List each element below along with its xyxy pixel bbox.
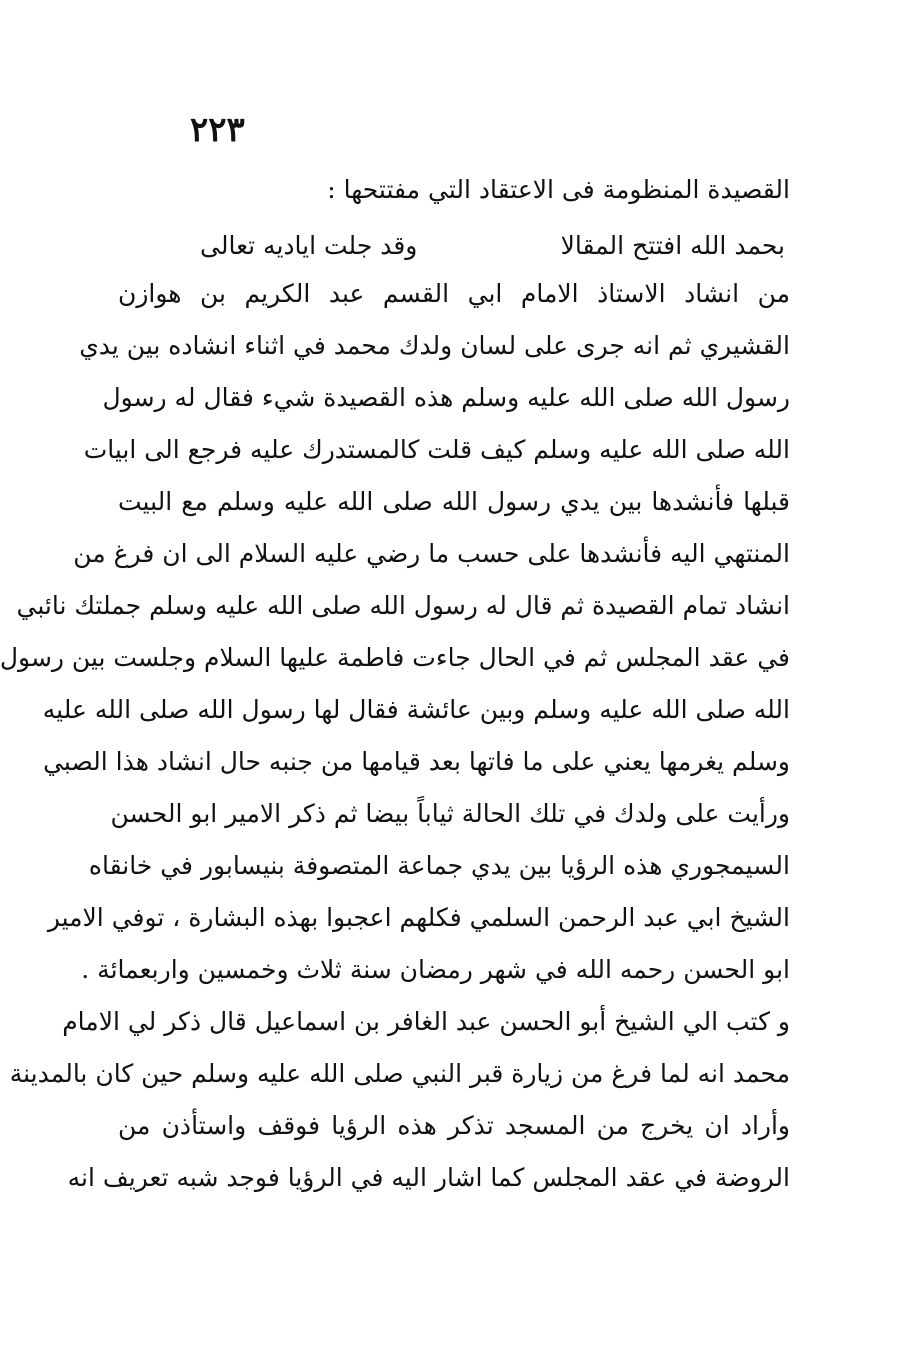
text-line: الله صلى الله عليه وسلم وبين عائشة فقال لها رسول الله صلى الله عليه — [42, 695, 790, 724]
text-line: قبلها فأنشدها بين يدي رسول الله صلى الله عليه وسلم مع البيت — [118, 487, 790, 516]
poem-verse — [200, 224, 785, 268]
text-line: السيمجوري هذه الرؤيا بين يدي جماعة المتصوفة بنيسابور في خانقاه — [88, 851, 790, 880]
text-line: من انشاد الاستاذ الامام ابي القسم عبد الكريم بن هوازن — [118, 279, 790, 308]
text-line: القشيري ثم انه جرى على لسان ولدك محمد في اثناء انشاده بين يدي — [79, 331, 790, 360]
text-line: ورأيت على ولدك في تلك الحالة ثياباً بيضا ثم ذكر الامير ابو الحسن — [110, 799, 790, 828]
text-line: وسلم يغرمها يعني على ما فاتها بعد قيامها من جنبه حال انشاد هذا الصبي — [43, 747, 790, 776]
text-line: محمد انه لما فرغ من زيارة قبر النبي صلى الله عليه وسلم حين كان بالمدينة — [9, 1059, 790, 1088]
text-line: الروضة في عقد المجلس كما اشار اليه في الرؤيا فوجد شبه تعريف انه — [67, 1163, 790, 1192]
text-line: رسول الله صلى الله عليه وسلم هذه القصيدة شيء فقال له رسول — [102, 383, 790, 412]
text-line: الشيخ ابي عبد الرحمن السلمي فكلهم اعجبوا بهذه البشارة ، توفي الامير — [47, 903, 790, 932]
text-line: الله صلى الله عليه وسلم كيف قلت كالمستدرك عليه فرجع الى ابيات — [83, 435, 790, 464]
text-line: في عقد المجلس ثم في الحال جاءت فاطمة عليها السلام وجلست بين رسول — [0, 643, 790, 672]
page-number: ٢٢٣ — [190, 110, 245, 150]
section-heading: القصيدة المنظومة فى الاعتقاد التي مفتتحها : — [327, 175, 790, 204]
text-line: انشاد تمام القصيدة ثم قال له رسول الله صلى الله عليه وسلم جملتك نائبي — [16, 591, 790, 620]
verse-second-hemistich: وقد جلت اياديه تعالى — [200, 231, 418, 260]
text-line: و كتب الي الشيخ أبو الحسن عبد الغافر بن اسماعيل قال ذكر لي الامام — [62, 1007, 790, 1036]
text-line: المنتهي اليه فأنشدها على حسب ما رضي عليه السلام الى ان فرغ من — [73, 539, 790, 568]
verse-first-hemistich: بحمد الله افتتح المقالا — [560, 231, 785, 260]
text-line: ابو الحسن رحمه الله في شهر رمضان سنة ثلاث وخمسين واربعمائة . — [81, 955, 790, 984]
body-text — [0, 268, 790, 1204]
text-line: وأراد ان يخرج من المسجد تذكر هذه الرؤيا فوقف واستأذن من — [118, 1111, 790, 1140]
